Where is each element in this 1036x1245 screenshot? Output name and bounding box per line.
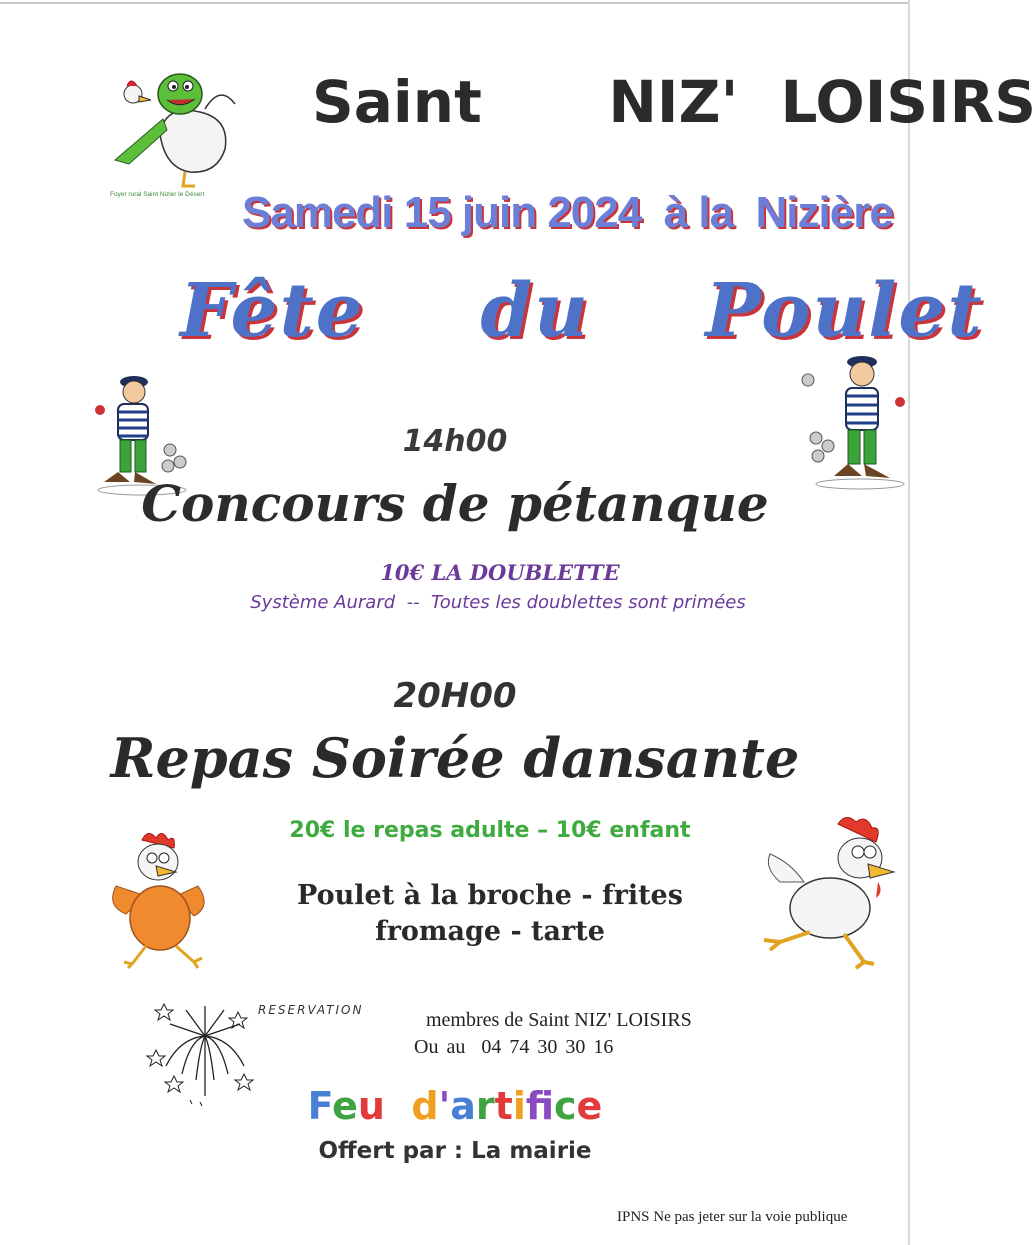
reservation-phone: Ou au 04 74 30 30 16: [414, 1036, 614, 1058]
fireworks-word-2: [411, 1084, 602, 1128]
reservation-label: RESERVATION: [258, 1003, 364, 1017]
fireworks-offered-by: Offert par : La mairie: [318, 1138, 592, 1164]
event-title: Fête du Poulet: [180, 268, 984, 354]
fireworks-letter: f: [525, 1084, 555, 1128]
top-border: [0, 2, 910, 4]
fireworks-letter: c: [554, 1084, 577, 1128]
dinner-time: 20H00: [393, 676, 517, 716]
dinner-price: 20€ le repas adulte – 10€ enfant: [289, 818, 691, 843]
fireworks-letter: t: [494, 1084, 513, 1128]
fireworks-letter: F: [307, 1084, 333, 1128]
ipns-notice: IPNS Ne pas jeter sur la voie publique: [617, 1209, 848, 1225]
fireworks-title: [0, 1084, 910, 1128]
event-date: Samedi 15 juin 2024 à la Nizière: [242, 188, 893, 237]
petanque-player-icon: [800, 350, 908, 490]
fireworks-letter: r: [475, 1084, 495, 1128]
menu-line-1: Poulet à la broche - frites: [297, 880, 683, 911]
fireworks-letter: d: [411, 1084, 439, 1128]
petanque-title: Concours de pétanque: [141, 474, 769, 533]
dinner-title: Repas Soirée dansante: [110, 726, 800, 790]
fireworks-letter: e: [332, 1084, 358, 1128]
reservation-members: membres de Saint NIZ' LOISIRS: [426, 1009, 692, 1031]
menu-line-2: fromage - tarte: [375, 916, 605, 947]
fireworks-letter: i: [512, 1084, 526, 1128]
fireworks-word-1: [308, 1084, 385, 1128]
petanque-details: Système Aurard -- Toutes les doublettes sont primées: [250, 592, 746, 613]
petanque-price: 10€ LA DOUBLETTE: [380, 560, 620, 585]
fireworks-letter: ': [438, 1084, 451, 1128]
fireworks-letter: u: [357, 1084, 385, 1128]
logo-caption: Foyer rural Saint Nizier le Désert: [110, 191, 205, 198]
right-border: [908, 0, 910, 1245]
fireworks-letter: e: [576, 1084, 603, 1128]
page-title: Saint NIZ' LOISIRS: [312, 68, 1036, 136]
fireworks-letter: a: [450, 1084, 476, 1128]
petanque-time: 14h00: [402, 424, 508, 459]
frog-logo-icon: [105, 64, 245, 190]
